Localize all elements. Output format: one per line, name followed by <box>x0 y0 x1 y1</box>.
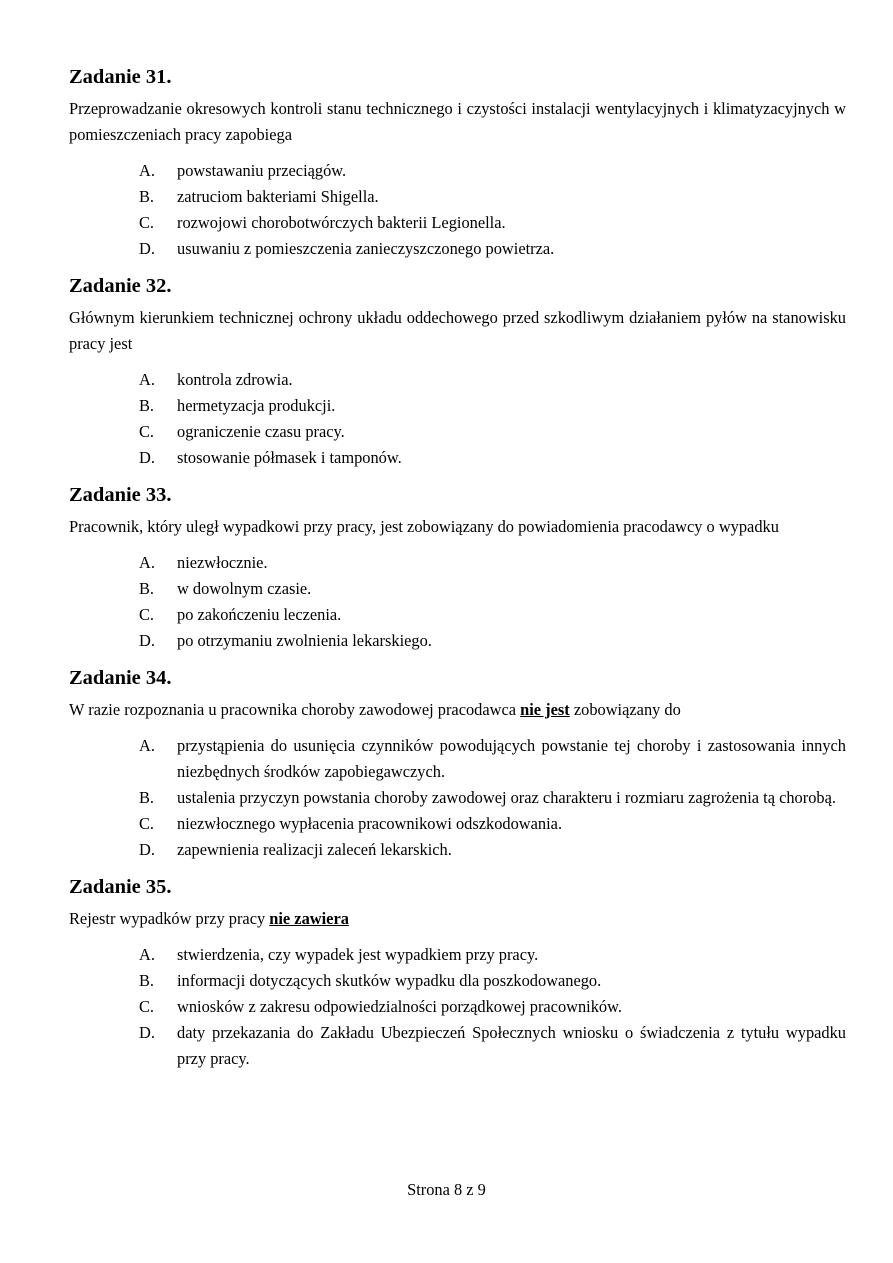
option-text: powstawaniu przeciągów. <box>177 161 347 180</box>
option-letter: B. <box>139 396 155 415</box>
option-text: kontrola zdrowia. <box>177 370 293 389</box>
option-letter: A. <box>139 945 155 964</box>
answer-option-d <box>139 236 846 262</box>
option-letter: D. <box>139 631 155 650</box>
option-letter: C. <box>139 422 155 441</box>
answer-option-c <box>139 994 846 1020</box>
answer-option-c <box>139 811 846 837</box>
answer-options <box>69 367 846 471</box>
answer-option-d <box>139 628 846 654</box>
answer-options <box>69 158 846 262</box>
answer-option-a <box>139 158 846 184</box>
task-34 <box>69 665 846 863</box>
task-35 <box>69 874 846 1072</box>
option-letter: A. <box>139 370 155 389</box>
answer-option-b <box>139 785 846 811</box>
option-text: rozwojowi chorobotwórczych bakterii Legionella. <box>177 213 506 232</box>
answer-option-b <box>139 576 846 602</box>
task-33 <box>69 482 846 654</box>
answer-option-b <box>139 393 846 419</box>
option-letter: B. <box>139 187 155 206</box>
exam-page <box>69 64 846 1083</box>
option-text: usuwaniu z pomieszczenia zanieczyszczonego powietrza. <box>177 239 555 258</box>
answer-option-a <box>139 550 846 576</box>
answer-option-b <box>139 184 846 210</box>
option-text: stwierdzenia, czy wypadek jest wypadkiem przy pracy. <box>177 945 539 964</box>
task-question <box>69 906 846 932</box>
task-question: Przeprowadzanie okresowych kontroli stanu technicznego i czystości instalacji wentylacyjnych i klimatyzacyjnych w pomieszczeniach pracy zapobiega <box>69 99 846 144</box>
option-text: stosowanie półmasek i tamponów. <box>177 448 402 467</box>
answer-option-a <box>139 733 846 785</box>
option-letter: B. <box>139 579 155 598</box>
task-question: Pracownik, który uległ wypadkowi przy pracy, jest zobowiązany do powiadomienia pracodawcy o wypadku <box>69 517 779 536</box>
answer-options <box>69 550 846 654</box>
answer-option-c <box>139 602 846 628</box>
answer-option-b <box>139 968 846 994</box>
answer-option-c <box>139 419 846 445</box>
option-text: wniosków z zakresu odpowiedzialności porządkowej pracowników. <box>177 997 622 1016</box>
option-letter: D. <box>139 448 155 467</box>
option-letter: B. <box>139 971 155 990</box>
option-letter: C. <box>139 997 155 1016</box>
option-text: w dowolnym czasie. <box>177 579 312 598</box>
question-text: zobowiązany do <box>569 700 681 719</box>
option-text: zapewnienia realizacji zaleceń lekarskich. <box>177 840 452 859</box>
option-letter: C. <box>139 213 155 232</box>
task-31 <box>69 64 846 262</box>
answer-options <box>69 942 846 1072</box>
option-text: ograniczenie czasu pracy. <box>177 422 345 441</box>
option-letter: C. <box>139 605 155 624</box>
task-title: Zadanie 32. <box>69 275 172 297</box>
option-text: daty przekazania do Zakładu Ubezpieczeń Społecznych wniosku o świadczenia z tytułu wypadku przy pracy. <box>177 1023 846 1068</box>
question-emphasis: nie zawiera <box>269 909 349 928</box>
option-letter: A. <box>139 161 155 180</box>
option-letter: D. <box>139 1023 155 1042</box>
task-title: Zadanie 35. <box>69 876 172 898</box>
option-letter: C. <box>139 814 155 833</box>
task-32 <box>69 273 846 471</box>
option-text: informacji dotyczących skutków wypadku dla poszkodowanego. <box>177 971 602 990</box>
option-text: hermetyzacja produkcji. <box>177 396 336 415</box>
task-title: Zadanie 34. <box>69 667 172 689</box>
option-letter: A. <box>139 736 155 755</box>
task-title: Zadanie 33. <box>69 484 172 506</box>
question-text: W razie rozpoznania u pracownika choroby zawodowej pracodawca <box>69 700 521 719</box>
answer-option-c <box>139 210 846 236</box>
option-text: po zakończeniu leczenia. <box>177 605 342 624</box>
answer-options <box>69 733 846 863</box>
option-letter: D. <box>139 239 155 258</box>
option-text: niezwłocznie. <box>177 553 268 572</box>
answer-option-d <box>139 837 846 863</box>
answer-option-d <box>139 445 846 471</box>
page-footer <box>0 1179 893 1201</box>
answer-option-a <box>139 942 846 968</box>
option-letter: A. <box>139 553 155 572</box>
task-question: Głównym kierunkiem technicznej ochrony układu oddechowego przed szkodliwym działaniem pyłów na stanowisku pracy jest <box>69 308 846 353</box>
option-text: niezwłocznego wypłacenia pracownikowi odszkodowania. <box>177 814 563 833</box>
task-question <box>69 697 846 723</box>
page-number: Strona 8 z 9 <box>407 1180 486 1199</box>
option-text: po otrzymaniu zwolnienia lekarskiego. <box>177 631 432 650</box>
option-text: ustalenia przyczyn powstania choroby zawodowej oraz charakteru i rozmiaru zagrożenia tą chorobą. <box>177 788 836 807</box>
option-letter: D. <box>139 840 155 859</box>
option-letter: B. <box>139 788 155 807</box>
question-emphasis: nie jest <box>520 700 570 719</box>
task-title: Zadanie 31. <box>69 66 172 88</box>
option-text: przystąpienia do usunięcia czynników powodujących powstanie tej choroby i zastosowania innych niezbędnych środków zapobiegawczych. <box>177 736 846 781</box>
answer-option-d <box>139 1020 846 1072</box>
option-text: zatruciom bakteriami Shigella. <box>177 187 379 206</box>
question-text: Rejestr wypadków przy pracy <box>69 909 270 928</box>
answer-option-a <box>139 367 846 393</box>
